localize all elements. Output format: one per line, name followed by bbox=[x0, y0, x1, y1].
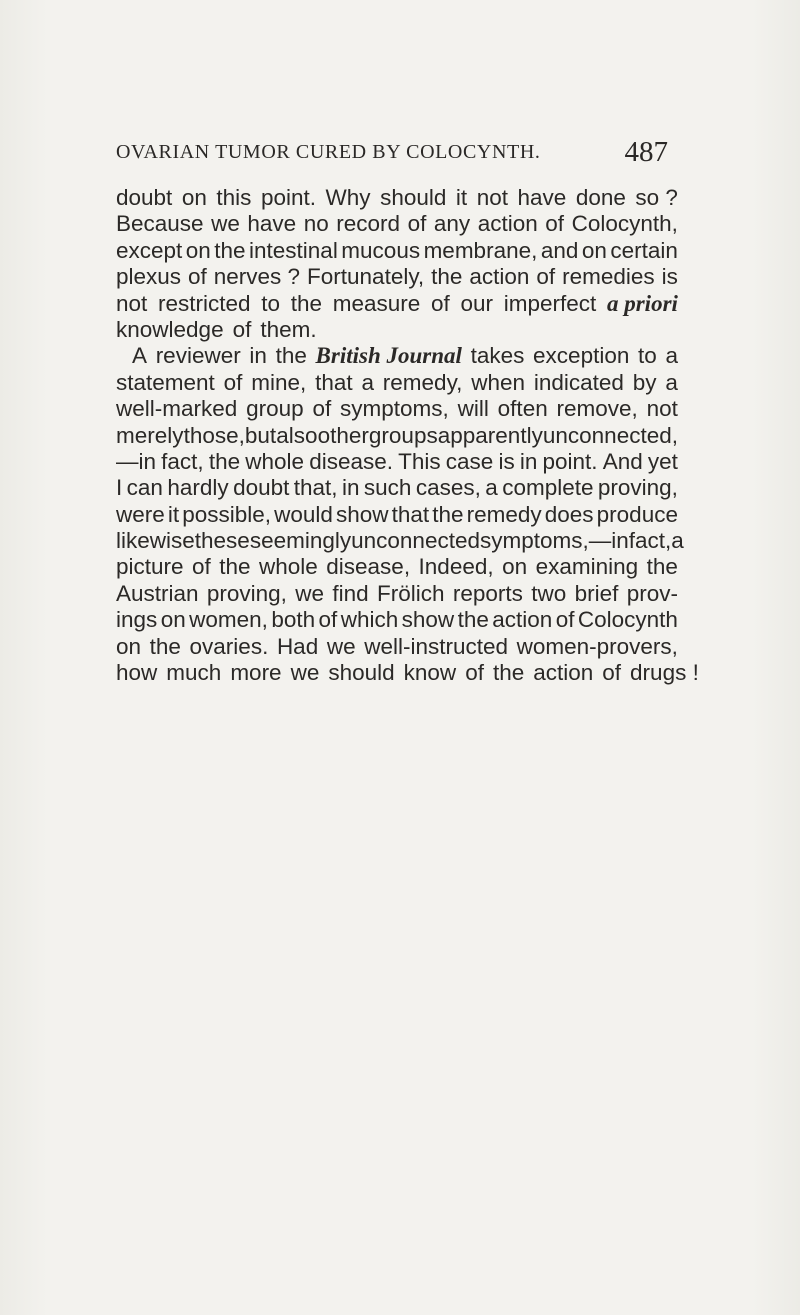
word: which bbox=[340, 607, 399, 633]
word: find bbox=[332, 580, 369, 606]
word: of bbox=[318, 607, 338, 633]
word: A bbox=[132, 343, 148, 369]
word: groups bbox=[368, 422, 438, 448]
word: And bbox=[602, 448, 643, 474]
word: a bbox=[671, 528, 684, 554]
word: doubt bbox=[116, 185, 173, 210]
word: takes bbox=[470, 343, 525, 369]
word: we bbox=[295, 580, 325, 606]
word: is bbox=[661, 264, 678, 290]
word: of bbox=[465, 660, 484, 686]
word: merely bbox=[116, 422, 184, 448]
word: the bbox=[646, 554, 678, 580]
word: reviewer bbox=[155, 343, 241, 369]
word: likewise bbox=[116, 528, 195, 554]
word: by bbox=[632, 369, 657, 395]
word: prov- bbox=[626, 580, 678, 606]
word: these bbox=[194, 528, 250, 554]
text-line bbox=[116, 370, 678, 396]
italic-word: British Journal bbox=[315, 343, 462, 369]
word: certain bbox=[610, 237, 678, 263]
word: exception bbox=[533, 343, 630, 369]
text-line bbox=[116, 264, 678, 290]
word: of bbox=[223, 369, 243, 395]
page-header bbox=[116, 136, 676, 175]
word: seemingly bbox=[249, 528, 352, 554]
word: fact, bbox=[628, 528, 672, 554]
word: should bbox=[380, 185, 447, 210]
word: of bbox=[545, 211, 565, 237]
text-line bbox=[116, 396, 678, 422]
word: reports bbox=[452, 580, 523, 606]
word: on bbox=[502, 554, 528, 580]
word: membrane, bbox=[423, 237, 538, 263]
word: on bbox=[581, 237, 607, 263]
word: remedy bbox=[466, 501, 542, 527]
word: remedies bbox=[562, 264, 655, 290]
word: can bbox=[126, 475, 163, 501]
word: cases, bbox=[415, 475, 481, 501]
word: except bbox=[116, 237, 183, 263]
text-line bbox=[116, 502, 678, 528]
word: in bbox=[249, 343, 267, 369]
word: symptoms, bbox=[340, 396, 449, 422]
word: remedy, bbox=[382, 369, 463, 395]
word: we bbox=[211, 211, 240, 237]
text-line bbox=[116, 211, 678, 237]
word: but bbox=[244, 422, 277, 448]
word: the bbox=[275, 343, 307, 369]
word: women-provers, bbox=[516, 633, 678, 659]
word: it bbox=[167, 501, 180, 527]
word: of bbox=[312, 396, 332, 422]
word: the bbox=[431, 264, 463, 290]
word: whole bbox=[245, 448, 305, 474]
word: this bbox=[216, 185, 252, 210]
word: I bbox=[116, 475, 123, 501]
word: will bbox=[457, 396, 489, 422]
word: of bbox=[192, 554, 211, 580]
word: so ? bbox=[635, 185, 678, 210]
word: Fortunately, bbox=[307, 264, 425, 290]
word: unconnected bbox=[351, 528, 480, 554]
word: produce bbox=[596, 501, 678, 527]
word: would bbox=[274, 501, 333, 527]
word: This bbox=[398, 448, 441, 474]
text-line bbox=[116, 475, 678, 501]
word: of bbox=[602, 660, 622, 686]
text-line bbox=[116, 449, 678, 475]
word: and bbox=[540, 237, 579, 263]
word: apparently bbox=[437, 422, 543, 448]
word: were bbox=[116, 501, 165, 527]
word: know bbox=[403, 660, 457, 686]
word: show bbox=[336, 501, 389, 527]
word: action bbox=[492, 607, 553, 633]
word: —in bbox=[116, 448, 157, 474]
word: to bbox=[261, 290, 281, 316]
word: in bbox=[519, 448, 538, 474]
word: such bbox=[363, 475, 412, 501]
text-line bbox=[116, 185, 678, 211]
word: the bbox=[290, 290, 323, 316]
word: intestinal bbox=[249, 237, 338, 263]
word: yet bbox=[647, 448, 678, 474]
word: point. bbox=[542, 448, 598, 474]
word: also bbox=[276, 422, 318, 448]
word: well-instructed bbox=[364, 633, 509, 659]
word: the bbox=[214, 237, 246, 263]
word: action bbox=[469, 264, 530, 290]
word: symptoms,— bbox=[479, 528, 612, 554]
word: not bbox=[646, 396, 678, 422]
word: whole bbox=[259, 554, 318, 580]
word: hardly bbox=[167, 475, 229, 501]
text-line bbox=[116, 423, 678, 449]
word: remove, bbox=[556, 396, 638, 422]
word: Frölich bbox=[377, 580, 445, 606]
word: examining bbox=[535, 554, 639, 580]
word: nerves ? bbox=[213, 264, 301, 290]
word: disease, bbox=[326, 554, 411, 580]
page-number: 487 bbox=[624, 136, 668, 168]
word: a bbox=[361, 369, 374, 395]
word: imperfect bbox=[503, 290, 597, 316]
word: measure bbox=[332, 290, 421, 316]
word: should bbox=[328, 660, 395, 686]
word: action bbox=[533, 660, 594, 686]
word: restricted bbox=[158, 290, 251, 316]
word: women, bbox=[189, 607, 268, 633]
word: it bbox=[455, 185, 468, 210]
word: a bbox=[665, 369, 678, 395]
word: our bbox=[460, 290, 494, 316]
word: complete bbox=[502, 475, 594, 501]
word: picture bbox=[116, 554, 184, 580]
word: more bbox=[230, 660, 282, 686]
text-line bbox=[116, 317, 678, 343]
word: when bbox=[471, 369, 526, 395]
word: drugs ! bbox=[630, 660, 699, 686]
word: not bbox=[476, 185, 508, 210]
word: those, bbox=[183, 422, 245, 448]
word: Colocynth bbox=[577, 607, 678, 633]
text-line bbox=[116, 238, 678, 264]
word: doubt bbox=[233, 475, 290, 501]
word: Why bbox=[325, 185, 371, 210]
word: on bbox=[160, 607, 186, 633]
text-line bbox=[116, 528, 684, 554]
word: two bbox=[531, 580, 567, 606]
word: possible, bbox=[182, 501, 272, 527]
word: no bbox=[303, 211, 329, 237]
word: the bbox=[149, 633, 181, 659]
word: unconnected, bbox=[542, 422, 678, 448]
word: Indeed, bbox=[418, 554, 494, 580]
word: point. bbox=[260, 185, 316, 210]
word: the bbox=[457, 607, 489, 633]
word: group bbox=[246, 396, 304, 422]
word: have bbox=[247, 211, 297, 237]
word: mine, bbox=[251, 369, 307, 395]
word: the bbox=[432, 501, 464, 527]
word: both bbox=[271, 607, 316, 633]
word: on bbox=[181, 185, 207, 210]
word: ovaries. bbox=[189, 633, 269, 659]
text-line bbox=[116, 343, 678, 369]
word: of bbox=[536, 264, 556, 290]
word: to bbox=[638, 343, 657, 369]
word: indicated bbox=[533, 369, 624, 395]
text-line bbox=[116, 291, 678, 317]
word: disease. bbox=[309, 448, 393, 474]
word: proving, bbox=[206, 580, 287, 606]
word: much bbox=[166, 660, 222, 686]
word: well-marked bbox=[116, 396, 238, 422]
text-line bbox=[116, 581, 678, 607]
word: on bbox=[185, 237, 211, 263]
word: the bbox=[208, 448, 241, 474]
word: case bbox=[445, 448, 494, 474]
running-head: OVARIAN TUMOR CURED BY COLOCYNTH. bbox=[116, 141, 541, 163]
text-line bbox=[116, 660, 699, 686]
word: we bbox=[326, 633, 356, 659]
word: fact, bbox=[161, 448, 204, 474]
word: Because bbox=[116, 211, 204, 237]
word: of bbox=[431, 290, 450, 316]
word: knowledge bbox=[116, 316, 224, 342]
word: of bbox=[555, 607, 575, 633]
word: action bbox=[477, 211, 538, 237]
word: in bbox=[341, 475, 360, 501]
word: plexus bbox=[116, 264, 182, 290]
word: that bbox=[315, 369, 353, 395]
word: that bbox=[391, 501, 430, 527]
word: Had bbox=[276, 633, 319, 659]
word: does bbox=[544, 501, 594, 527]
word: them. bbox=[260, 316, 317, 342]
word: not bbox=[116, 290, 148, 316]
word: that, bbox=[293, 475, 338, 501]
word: record bbox=[336, 211, 401, 237]
word: is bbox=[498, 448, 515, 474]
text-line bbox=[116, 607, 678, 633]
body-text bbox=[116, 185, 699, 686]
word: of bbox=[188, 264, 207, 290]
word: the bbox=[492, 660, 525, 686]
word: a bbox=[665, 343, 678, 369]
word: proving, bbox=[597, 475, 678, 501]
word: show bbox=[401, 607, 455, 633]
word: a bbox=[485, 475, 498, 501]
word: have bbox=[517, 185, 567, 210]
word: other bbox=[317, 422, 369, 448]
word: ings bbox=[116, 607, 158, 633]
word: of bbox=[232, 316, 252, 342]
word: Colocynth, bbox=[571, 211, 678, 237]
word: on bbox=[116, 633, 142, 659]
word: statement bbox=[116, 369, 215, 395]
word: in bbox=[611, 528, 629, 554]
word: how bbox=[116, 660, 158, 686]
word: done bbox=[575, 185, 626, 210]
word: often bbox=[497, 396, 548, 422]
text-line bbox=[116, 634, 678, 660]
word: of bbox=[407, 211, 427, 237]
word: the bbox=[219, 554, 251, 580]
word: mucous bbox=[341, 237, 421, 263]
word: any bbox=[433, 211, 471, 237]
word: Austrian bbox=[116, 580, 199, 606]
word: brief bbox=[574, 580, 619, 606]
word: we bbox=[290, 660, 320, 686]
text-line bbox=[116, 554, 678, 580]
italic-word: a priori bbox=[606, 290, 678, 316]
